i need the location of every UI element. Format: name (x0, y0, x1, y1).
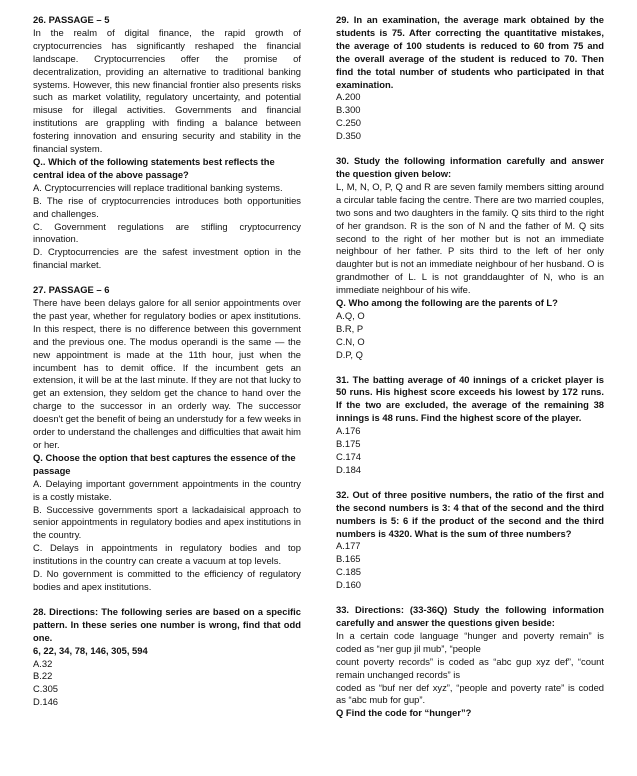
question-29-prompt: 29. In an examination, the average mark obtained by the students is 75. After correcting the quantitative mistakes, the average of 100 students is reduced to 60 from 75 and the overall average of the student is reduced to 70. Then find the total number of students who participated in that examination. (336, 14, 604, 90)
question-30-option-a: A.Q, O (336, 309, 365, 321)
question-26-option-b: B. The rise of cryptocurrencies introduces both opportunities and challenges. (33, 194, 301, 219)
question-26-prompt: Q.. Which of the following statements best reflects the central idea of the above passage? (33, 155, 275, 180)
question-31 (336, 374, 604, 477)
question-30-prompt: Q. Who among the following are the parents of L? (336, 297, 558, 309)
question-26-option-a: A. Cryptocurrencies will replace traditional banking systems. (33, 181, 283, 193)
question-27-heading: 27. PASSAGE – 6 (33, 284, 110, 296)
question-32-prompt: 32. Out of three positive numbers, the ratio of the first and the second numbers is 3: 4 that of the second and the third numbers is 5: 6 if the product of the second and the third numbers is 4320. What is the sum of three numbers? (336, 488, 604, 539)
question-27-option-c: C. Delays in appointments in regulatory bodies and top institutions in the country can create a vacuum at top levels. (33, 542, 301, 567)
question-28-option-c: C.305 (33, 683, 59, 695)
question-30-info: L, M, N, O, P, Q and R are seven family members sitting around a circular table facing the centre. There are two married couples, two sons and two daughters in the family. Q sits third to the right of her grandson. R is the son of N and the father of M. Q sits second to the right of her mother but is not an immediate neighbour of her father. P sits third to the left of her only daughter but is not an immediate neighbour of her husband. O is grandmother of L. L is not granddaughter of N, who is an immediate neighbour of his wife. (336, 180, 604, 296)
question-30-option-b: B.R, P (336, 322, 364, 334)
question-30-option-d: D.P, Q (336, 348, 363, 360)
question-33-prompt: Q Find the code for “hunger”? (336, 707, 472, 719)
question-32 (336, 489, 604, 592)
question-29-option-b: B.300 (336, 104, 361, 116)
question-29-option-a: A.200 (336, 91, 361, 103)
question-29-option-c: C.250 (336, 117, 362, 129)
question-26 (33, 14, 301, 272)
question-31-option-b: B.175 (336, 438, 361, 450)
question-27-option-d: D. No government is committed to the efficiency of regulatory bodies and apex institutions. (33, 568, 301, 592)
question-26-option-d: D. Cryptocurrencies are the safest investment option in the financial market. (33, 246, 301, 271)
question-33 (336, 604, 604, 720)
question-31-option-a: A.176 (336, 425, 361, 437)
question-27-option-a: A. Delaying important government appointments in the country is a costly mistake. (33, 477, 301, 502)
right-column (336, 14, 604, 720)
question-29 (336, 14, 604, 143)
question-33-heading: 33. Directions: (33-36Q) Study the following information carefully and answer the questions given beside: (336, 604, 604, 628)
question-28-option-d: D.146 (33, 696, 59, 708)
question-26-passage: In the realm of digital finance, the rapid growth of cryptocurrencies has significantly reshaped the financial landscape. Cryptocurrencies offer the promise of decentralization, providing an alternative to traditional banking systems. However, this new financial frontier also presents risks such as market volatility, regulatory uncertainty, and potential misuse for illegal activities. Governments and financial institutions are grappling with finding a balance between fostering innovation and ensuring security and stability in the financial system. (33, 26, 301, 155)
question-27-option-b: B. Successive governments sport a lackadaisical approach to senior appointments in regulatory bodies and apex institutions in the country. (33, 503, 301, 541)
question-33-line-2: count poverty records” is coded as “abc gup xyz def”, “count remain unchanged records” is (336, 655, 604, 680)
question-27-passage: There have been delays galore for all senior appointments over the past year, whether for regulatory bodies or apex institutions. In this respect, there is no difference between this government and the previous one. The modus operandi is the same — the new appointment is made at the 11th hour, just when the incumbent has to demit office. If the incumbent gets an extension, it will be at the last minute. If they are not that lucky to get an extension, they seldom get the chance to hand over the charge to the successor in an orderly way. The successor doesn't get the benefit of being an understudy for a few weeks in order to understand the challenges and difficulties that await him or her. (33, 297, 301, 450)
question-28-option-b: B.22 (33, 670, 53, 682)
question-28-series: 6, 22, 34, 78, 146, 305, 594 (33, 644, 148, 656)
question-31-option-d: D.184 (336, 463, 362, 475)
question-30 (336, 155, 604, 362)
question-32-option-c: C.185 (336, 566, 362, 578)
question-30-option-c: C.N, O (336, 335, 365, 347)
question-30-heading: 30. Study the following information carefully and answer the question given below: (336, 155, 604, 179)
question-27-prompt: Q. Choose the option that best captures the essence of the passage (33, 451, 296, 476)
question-26-heading: 26. PASSAGE – 5 (33, 14, 110, 25)
question-27 (33, 284, 301, 594)
question-28 (33, 606, 301, 709)
left-column (33, 14, 301, 709)
question-31-prompt: 31. The batting average of 40 innings of a cricket player is 50 runs. His highest score exceeds his lowest by 172 runs. If the two are excluded, the average of the remaining 38 innings is 48 runs. Find the highest score of the player. (336, 373, 604, 424)
question-28-heading: 28. Directions: The following series are based on a specific pattern. In these series one number is wrong, find that odd one. (33, 605, 301, 643)
question-32-option-a: A.177 (336, 540, 361, 552)
question-26-option-c: C. Government regulations are stifling cryptocurrency innovation. (33, 220, 301, 245)
question-33-line-3: coded as “buf ner def xyz”, “people and poverty rate” is coded as “abc mub for gup”. (336, 681, 604, 706)
question-28-option-a: A.32 (33, 657, 53, 669)
question-32-option-b: B.165 (336, 553, 361, 565)
question-33-line-1: In a certain code language “hunger and poverty remain” is coded as “ner gup jil mub”, “people (336, 629, 604, 654)
question-31-option-c: C.174 (336, 451, 362, 462)
question-29-option-d: D.350 (336, 130, 362, 142)
question-32-option-d: D.160 (336, 579, 362, 591)
